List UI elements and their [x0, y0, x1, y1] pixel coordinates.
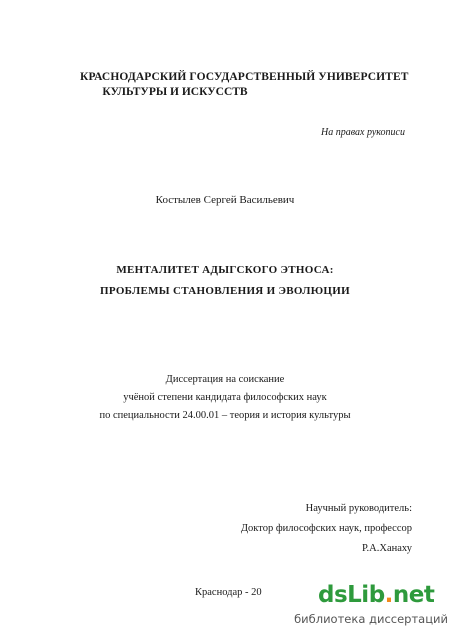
watermark-logo — [318, 582, 434, 608]
logo-dot: . — [384, 582, 393, 608]
dissertation-type-line2: учёной степени кандидата философских наук — [123, 392, 327, 403]
dissertation-title-line1: МЕНТАЛИТЕТ АДЫГСКОГО ЭТНОСА: — [116, 264, 334, 276]
supervisor-degree: Доктор философских наук, профессор — [240, 523, 412, 534]
dissertation-type-line1: Диссертация на соискание — [165, 374, 285, 385]
university-name-line1: КРАСНОДАРСКИЙ ГОСУДАРСТВЕННЫЙ УНИВЕРСИТЕТ — [80, 71, 409, 83]
dissertation-title-line2: ПРОБЛЕМЫ СТАНОВЛЕНИЯ И ЭВОЛЮЦИИ — [100, 285, 350, 297]
author-name: Костылев Сергей Васильевич — [155, 194, 295, 206]
watermark-subtitle: библиотека диссертаций — [294, 612, 448, 626]
supervisor-name: Р.А.Ханаху — [362, 543, 412, 554]
supervisor-label: Научный руководитель: — [305, 503, 412, 514]
logo-text-dslib: dsLib — [318, 582, 385, 608]
watermark — [290, 578, 450, 636]
university-name-line2: КУЛЬТУРЫ И ИСКУССТВ — [102, 86, 248, 98]
city-year: Краснодар - 20 — [195, 587, 262, 598]
manuscript-rights-note: На правах рукописи — [321, 127, 405, 138]
logo-text-net: net — [392, 582, 435, 608]
dissertation-specialty-line: по специальности 24.00.01 – теория и история культуры — [99, 410, 351, 421]
